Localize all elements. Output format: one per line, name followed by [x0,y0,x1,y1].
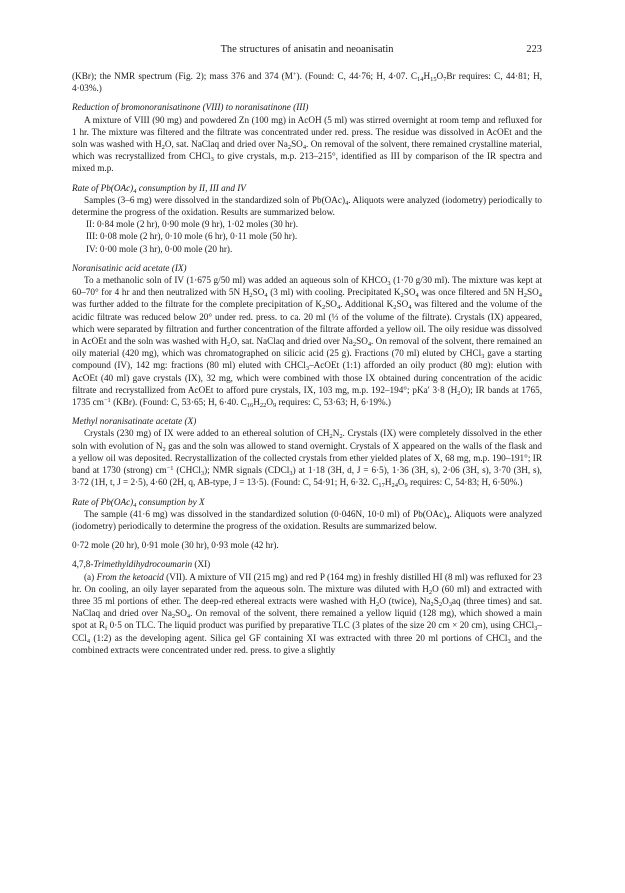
article-body [72,70,542,656]
body-paragraph: To a methanolic soln of IV (1·675 g/50 ml) was added an aqueous soln of $KHCO_3$ (1·70 g/30 ml). The mixture was kept at 60–70° for 4 hr and then neutralized with 5N $H_2SO_4$ (3 ml) with cooling. Precipitated $K_2SO_4$ was once filtered and 5N $H_2SO_4$ was further added to the filtrate for the complete precipitation of $K_2SO_4$. Additional $K_2SO_4$ was filtered and the volume of the acidic filtrate was reduced below 20° under red. press. to ca. 20 ml (⅓ of the volume of the filtrate). Crystals (IX) appeared, which were separated by filtration and further concentration of the filtrate afforded a yellow oil. The oily residue was dissolved in AcOEt and the soln was washed with $H_2O$, sat. NaClaq and dried over $Na_2SO_4$. On removal of the solvent, there remained an oily material (420 mg), which was chromatographed on silicic acid (25 g). Fractions (70 ml) eluted by CHCl$_3$ gave a starting compound (IV), 142 mg: fractions (80 ml) eluted with CHCl$_3$–AcOEt (1:1) afforded an oily product (80 mg): elution with AcOEt (40 ml) gave crystals (IX), 32 mg, which were combined with those IX obtained during concentration of the acidic filtrate and recrystallized from AcOEt to afford pure crystals, IX, 103 mg, m.p. 192–194°; pKa′ 3·8 $(H_2O)$; IR bands at 1765, 1735 $cm^{-1}$ (KBr). (Found: C, 53·65; H, 6·40. $C_{16}H_{22}O_9$ requires: C, 53·63; H, 6·19%.) [72,275,542,410]
section-heading: Rate of $Pb(OAc)_4$ consumption by II, III and IV [72,182,246,195]
body-paragraph: A mixture of VIII (90 mg) and powdered Zn (100 mg) in AcOH (5 ml) was stirred overnight at room temp and refluxed for 1 hr. The mixture was filtered and the filtrate was concentrated under red. press. The residue was dissolved in AcOEt and the soln was washed with $H_2O$, sat. NaClaq and dried over $Na_2SO_4$. On removal of the solvent, there remained crystalline material, which was recrystallized from CHCl$_3$ to give crystals, m.p. 213–215°, identified as III by comparison of the IR spectra and mixed m.p. [72,114,542,174]
result-line: IV: 0·00 mole (3 hr), 0·00 mole (20 hr). [86,243,233,254]
section-heading: Reduction of bromonoranisatinone (VIII) to noranisatinone (III) [72,102,309,113]
section-heading: Rate of $Pb(OAc)_4$ consumption by X [72,496,205,509]
running-header [72,44,542,58]
result-line: III: 0·08 mole (2 hr), 0·10 mole (6 hr), 0·11 mole (50 hr). [86,231,298,242]
section-heading: Noranisatinic acid acetate (IX) [72,262,187,273]
body-paragraph: (KBr); the NMR spectrum (Fig. 2); mass 376 and 374 (M+). (Found: C, 44·76; H, 4·07. $C_{14}H_{15}O_7Br$ requires: C, 44·81; H, 4·03%.) [72,71,542,94]
result-line: 0·72 mole (20 hr), 0·91 mole (30 hr), 0·93 mole (42 hr). [72,540,279,551]
section-heading: 4,7,8-Trimethyldihydrocoumarin (XI) [72,559,211,570]
section-heading: Methyl noranisatinate acetate (X) [72,416,197,427]
body-paragraph: Crystals (230 mg) of IX were added to an ethereal solution of $CH_2N_2$. Crystals (IX) were completely dissolved in the ether soln with evolution of $N_2$ gas and the soln was allowed to stand overnight. Crystals of X appeared on the walls of the flask and a yellow oil was deposited. Recrystallization of the collected crystals from ether yielded plates of X, 68 mg, m.p. 190–191°; IR band at 1730 (strong) $cm^{-1}$ (CHCl$_3$); NMR signals (CDCl$_3$) at 1·18 (3H, d, J = 6·5), 1·36 (3H, s), 2·06 (3H, s), 3·70 (3H, s), 3·72 (1H, t, J = 2·5), 4·60 (2H, q, AB-type, J = 13·5). (Found: C, 54·91; H, 6·32. $C_{17}H_{24}O_9$ requires: C, 54·83; H, 6·50%.) [72,428,542,490]
running-title: The structures of anisatin and neoanisatin [220,44,394,55]
body-paragraph: The sample (41·6 mg) was dissolved in the standardized solution (0·046N, 10·0 ml) of $Pb(OAc)_4$. Aliquots were analyzed (iodometry) periodically to determine the progress of the oxidation. Results are summarized below. [72,508,542,531]
body-paragraph: (a) From the ketoacid (VII). A mixture of VII (215 mg) and red P (164 mg) in freshly distilled HI (8 ml) was refluxed for 23 hr. On cooling, an oily layer separated from the aqueous soln. The mixture was diluted with $H_2O$ (60 ml) and extracted with three 35 ml portions of ether. The deep-red ethereal extracts were washed with $H_2O$ (twice), $Na_2S_2O_3aq$ (three times) and sat. NaClaq and dried over $Na_2SO_4$. On removal of the solvent, there remained a yellow liquid (128 mg), which showed a main spot at $R_f$ 0·5 on TLC. The liquid product was purified by preparative TLC (3 plates of the size 20 cm × 20 cm), using CHCl$_3$–CCl$_4$ (1:2) as the developing agent. Silica gel GF containing XI was extracted with three 20 ml portions of CHCl$_3$ and the combined extracts were concentrated under red. press. to give a slightly [72,571,543,655]
page-number: 223 [526,44,542,55]
result-line: II: 0·84 mole (2 hr), 0·90 mole (9 hr), 1·02 moles (30 hr). [86,219,299,230]
body-paragraph: Samples (3–6 mg) were dissolved in the standardized soln of $Pb(OAc)_4$. Aliquots were analyzed (iodometry) periodically to determine the progress of the oxidation. Results are summarized below. [72,194,542,218]
